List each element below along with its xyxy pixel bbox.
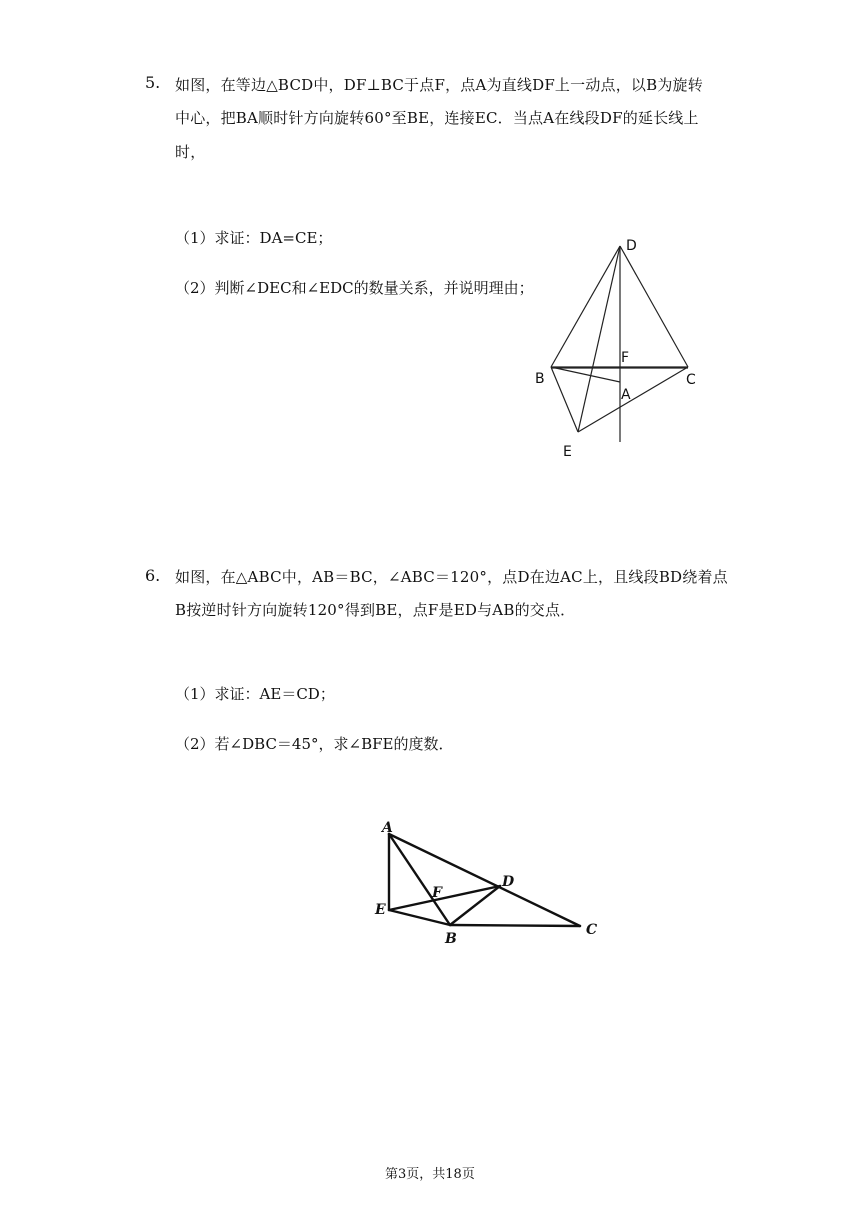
- label-D: D: [502, 874, 515, 890]
- label-A: A: [382, 820, 393, 836]
- question-6-part-2: （2）若∠DBC＝45°，求∠BFE的度数．: [175, 735, 454, 753]
- question-5-line-1: 如图，在等边△BCD中，DF⊥BC于点F，点A为直线DF上一动点，以B为旋转: [175, 76, 703, 94]
- segment-BE: [551, 367, 578, 432]
- segment-AC: [389, 834, 580, 926]
- label-B: B: [445, 931, 457, 947]
- question-5-number: 5.: [145, 73, 161, 92]
- question-5-part-1: （1）求证：DA=CE；: [175, 229, 333, 247]
- question-6-number: 6.: [145, 566, 161, 585]
- label-B: B: [535, 371, 545, 387]
- label-A: A: [621, 387, 631, 403]
- label-E: E: [563, 444, 572, 460]
- segment-DC: [620, 246, 688, 367]
- question-6-line-2: B按逆时针方向旋转120°得到BE，点F是ED与AB的交点．: [175, 601, 576, 619]
- label-C: C: [686, 372, 696, 388]
- question-5-figure-lines: [551, 246, 688, 442]
- label-D: D: [626, 238, 637, 254]
- label-C: C: [586, 922, 598, 938]
- segment-ED: [578, 246, 620, 432]
- segment-BC: [450, 925, 580, 926]
- segment-DB: [551, 246, 620, 367]
- label-F: F: [432, 885, 442, 901]
- page-footer: 第3页，共18页: [385, 1167, 475, 1182]
- label-F: F: [621, 350, 630, 366]
- question-5-line-2: 中心，把BA顺时针方向旋转60°至BE，连接EC．当点A在线段DF的延长线上: [175, 109, 699, 127]
- question-5-figure: [525, 228, 710, 463]
- question-6-figure-lines: [389, 834, 580, 926]
- segment-BA: [551, 367, 620, 382]
- label-E: E: [375, 902, 386, 918]
- question-5-line-3: 时，: [175, 143, 206, 161]
- question-6-part-1: （1）求证：AE＝CD；: [175, 685, 335, 703]
- question-6-line-1: 如图，在△ABC中，AB＝BC，∠ABC＝120°，点D在边AC上，且线段BD绕着点: [175, 568, 728, 586]
- question-6-figure: [370, 815, 605, 950]
- question-5-part-2: （2）判断∠DEC和∠EDC的数量关系，并说明理由；: [175, 279, 534, 297]
